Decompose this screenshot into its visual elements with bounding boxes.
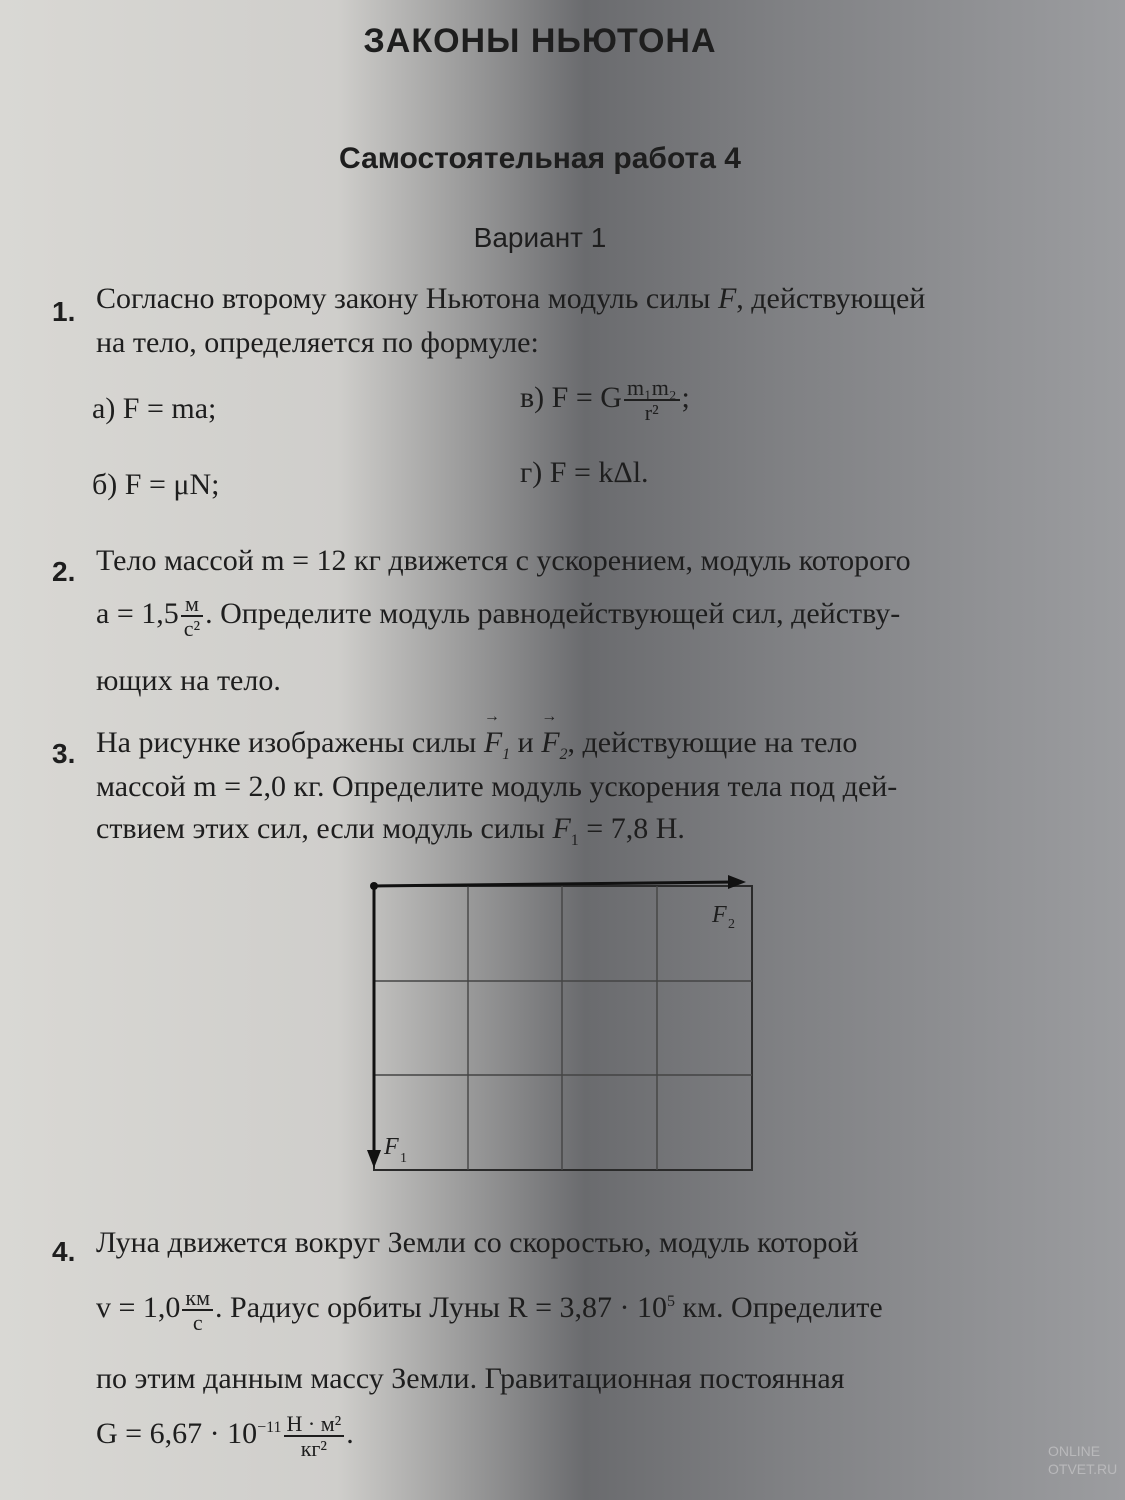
question-4-number: 4. [52, 1236, 76, 1267]
q4-g-exponent: −11 [257, 1418, 282, 1436]
q4-speed-unit-denominator: с [192, 1310, 203, 1336]
q1-force-symbol: F [717, 282, 737, 315]
q4-speed: v = 1,0 [96, 1290, 181, 1324]
question-2-line-2 [96, 592, 900, 640]
q2-line-2-rest: . Определите модуль равнодействующей сил, действу- [205, 596, 901, 630]
question-3-line-2: массой m = 2,0 кг. Определите модуль ускорения тела под дей- [96, 770, 898, 803]
question-1-number: 1. [52, 296, 76, 327]
diagram-label-f2: F [712, 902, 727, 928]
q4-g-unit-numerator: Н · м² [284, 1412, 345, 1437]
q1-option-g: г) F = kΔl. [520, 456, 649, 489]
variant-title: Вариант 1 [473, 222, 607, 253]
question-4-line-3: по этим данным массу Земли. Гравитационная постоянная [96, 1362, 845, 1395]
diagram-grid [374, 886, 752, 1170]
q4-speed-unit [182, 1286, 213, 1334]
q1-text-b: , действующей [736, 282, 926, 315]
q2-unit-numerator: м [181, 592, 203, 617]
q4-radius-text: . Радиус орбиты Луны R = 3,87 · 10 [215, 1290, 667, 1324]
q4-g-unit [284, 1412, 345, 1460]
vector-f1-arrow [367, 886, 381, 1168]
question-4-line-4 [96, 1412, 354, 1460]
q1-option-v-left: в) F = G [520, 380, 622, 414]
question-2-line-1: Тело массой m = 12 кг движется с ускорением, модуль которого [96, 544, 911, 577]
diagram-label-f2-subscript: 2 [728, 917, 735, 932]
q4-line-2-end: км. Определите [675, 1290, 883, 1324]
q3-f2-letter: F [541, 726, 560, 759]
question-3-number: 3. [52, 738, 76, 769]
q2-unit-fraction [181, 592, 203, 640]
q4-gravitational-constant: G = 6,67 · 10 [96, 1416, 258, 1450]
question-2-line-3: ющих на тело. [96, 664, 281, 697]
q3-line-3-force: F [552, 812, 571, 845]
q3-f2-subscript: 2 [559, 746, 568, 763]
watermark-line-2: OTVET.RU [1048, 1461, 1118, 1477]
q3-f1-subscript: 1 [502, 746, 511, 763]
q1-option-v-fraction [624, 376, 680, 424]
diagram-label-f1: F [384, 1134, 399, 1160]
q1-option-b: б) F = μN; [92, 468, 220, 501]
watermark-line-1: ONLINE [1048, 1443, 1101, 1459]
q2-acceleration: a = 1,5 [96, 596, 179, 630]
question-3-line-1 [96, 726, 857, 764]
question-4-line-2 [96, 1286, 883, 1334]
diagram-label-f1-subscript: 1 [400, 1151, 407, 1166]
q1-option-v-numerator: m₁m₂ [624, 376, 680, 401]
q3-line-3-value: = 7,8 Н. [578, 812, 685, 845]
question-3-line-3 [96, 812, 685, 850]
q1-option-a: а) F = ma; [92, 392, 217, 425]
question-1-line-2: на тело, определяется по формуле: [96, 326, 539, 359]
q1-option-v-end: ; [681, 380, 690, 414]
q3-and: и [517, 726, 534, 759]
grid-border [374, 886, 752, 1170]
work-title: Самостоятельная работа 4 [339, 142, 741, 175]
q3-vector-f2 [541, 726, 567, 764]
q4-g-unit-denominator: кг² [300, 1436, 328, 1462]
force-diagram [360, 872, 760, 1172]
q2-unit-denominator: с² [183, 616, 201, 642]
question-4-line-1: Луна движется вокруг Земли со скоростью, модуль которой [96, 1226, 859, 1259]
q1-option-v [520, 376, 690, 424]
chapter-title: ЗАКОНЫ НЬЮТОНА [363, 22, 717, 60]
q3-text-a: На рисунке изображены силы [96, 726, 477, 759]
question-1-line-1 [96, 282, 925, 316]
q3-vector-f1 [484, 726, 510, 764]
watermark [1048, 1442, 1117, 1478]
q1-option-v-denominator: r² [644, 400, 659, 426]
q3-line-3-text: ствием этих сил, если модуль силы [96, 812, 545, 845]
q4-radius-exponent: 5 [667, 1292, 675, 1310]
q3-f1-letter: F [483, 726, 503, 759]
q3-line-3-subscript: 1 [570, 832, 579, 849]
q4-speed-unit-numerator: км [182, 1286, 213, 1311]
q4-line-4-end: . [346, 1416, 354, 1450]
q1-text-a: Согласно второму закону Ньютона модуль силы [96, 282, 711, 315]
q3-text-b: , действующие на тело [567, 726, 858, 759]
question-2-number: 2. [52, 556, 76, 587]
